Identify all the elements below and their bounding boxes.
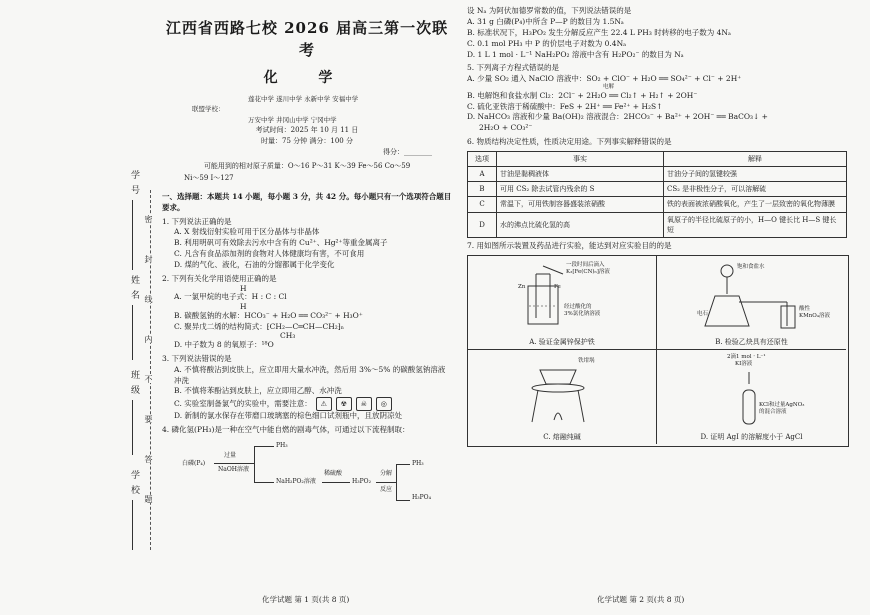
union-line-1: 莲花中学 遂川中学 永新中学 安福中学 (248, 94, 359, 103)
flow-excess-label: 过量 (224, 452, 237, 460)
apparatus-a-fe: Fe (554, 283, 561, 290)
question-2 (162, 274, 452, 351)
q2-c-methyl: CH₃ (280, 331, 296, 341)
toxic-icon: ☠ (356, 397, 372, 411)
flow-arrow-h3po4 (396, 500, 410, 501)
cut-char-7: 答 (144, 455, 153, 463)
q4-option-d[interactable]: D. 1 L 1 mol · L⁻¹ NaH₂PO₂ 溶液中含有 H₂PO₂⁻ 的数目为 Nₐ (467, 49, 684, 59)
apparatus-c[interactable] (468, 350, 657, 444)
ph3-flow-diagram (162, 438, 452, 502)
page-2-column (467, 6, 862, 447)
class-line[interactable] (132, 400, 133, 455)
binding-margin (0, 0, 160, 615)
q3-option-b[interactable]: B. 不慎将苯酚沾到皮肤上，应立即用乙醇、水冲洗 (174, 386, 342, 396)
apparatus-a-caption: A. 验证金属锌保护铁 (529, 337, 595, 346)
q6-row-a-label: A (468, 167, 497, 182)
question-6 (467, 137, 862, 238)
q5-option-c[interactable]: C. 硫化亚铁溶于稀硫酸中：FeS + 2H⁺ ══ Fe²⁺ + H₂S↑ (467, 101, 663, 111)
q3-option-a[interactable]: A. 不慎将酸沾到皮肤上，应立即用大量水冲洗，然后用 3%～5% 的碳酸氢钠溶液冲洗 (174, 364, 446, 385)
ventilation-icon: ◎ (376, 397, 392, 411)
cut-char-3: 线 (144, 295, 153, 303)
flow-arrow-ph3-top (254, 446, 274, 447)
flow-h3po4: H₃PO₄ (412, 494, 431, 502)
page-2-footer: 化学试题 第 2 页(共 8 页) (597, 595, 685, 604)
flow-h3po2: H₃PO₂ (352, 478, 371, 486)
q2-option-c[interactable]: C. 聚异戊二烯的结构简式：⁅CH₂—C═CH—CH₂⁆ₙ (174, 321, 344, 331)
flow-arrow-3 (322, 482, 350, 483)
q3-stem: 3. 下列说法错误的是 (162, 353, 232, 363)
cut-char-8: 题 (144, 495, 153, 503)
atomic-masses (162, 161, 452, 183)
atomic-masses-line-2: Ni～59 I～127 (184, 173, 234, 182)
margin-label-xue2: 学 (129, 470, 139, 481)
q6-row-a-explain: 甘油分子间的氢键较强 (664, 167, 847, 182)
score-field[interactable]: 得分：________ (383, 148, 432, 157)
q6-row-d-fact: 水的沸点比硫化氢的高 (497, 212, 664, 237)
flow-acid-label: 稀硫酸 (324, 470, 343, 478)
flow-branch-up (254, 446, 255, 463)
q5-option-d[interactable]: D. NaHCO₃ 溶液和少量 Ba(OH)₂ 溶液混合：2HCO₃⁻ + Ba²⁺ + 2OH⁻ ══ BaCO₃↓ + (467, 112, 768, 122)
margin-label-xing: 姓 (129, 275, 139, 286)
apparatus-a-label-1: 一段时间后滴入 (566, 261, 605, 268)
apparatus-a[interactable] (468, 256, 657, 350)
apparatus-b-label-3: 酸性 (799, 305, 811, 312)
q6-row-b-label: B (468, 182, 497, 197)
subject-title: 化 学 (263, 69, 351, 86)
flow-arrow-4 (376, 482, 396, 483)
apparatus-d-label-1: 2滴1 mol · L⁻¹ (727, 353, 766, 360)
name-line[interactable] (132, 305, 133, 360)
q6-stem: 6. 物质结构决定性质，性质决定用途。下列事实解释错误的是 (467, 137, 672, 147)
flow-branch-down (254, 463, 255, 482)
q6-row-d-label: D (468, 212, 497, 237)
apparatus-d-caption: D. 证明 AgI 的溶解度小于 AgCl (700, 432, 803, 441)
q4-option-b[interactable]: B. 标准状况下，H₃PO₂ 发生分解反应产生 22.4 L PH₃ 时转移的电子数为 4Nₐ (467, 27, 731, 37)
flow-ph3-end: PH₃ (412, 460, 424, 468)
q4-option-a[interactable]: A. 31 g 白磷(P₄)中所含 P—P 的数目为 1.5Nₐ (467, 16, 624, 26)
exam-date: 考试时间：2025 年 10 月 11 日 (255, 125, 359, 134)
cut-char-1: 密 (144, 215, 153, 223)
apparatus-b-label-1: 饱和食盐水 (737, 263, 765, 270)
hazard-icon: ☢ (336, 397, 352, 411)
question-4 (162, 425, 452, 502)
atomic-masses-line-1: 可能用到的相对原子质量：O～16 P～31 K～39 Fe～56 Co～59 (203, 162, 411, 171)
question-1 (162, 217, 452, 271)
student-id-line[interactable] (132, 200, 133, 270)
warning-icon: ⚠ (316, 397, 332, 411)
apparatus-b-caption: B. 检验乙炔具有还原性 (715, 337, 788, 346)
q1-option-b[interactable]: B. 利用明矾可有效除去污水中含有的 Cu²⁺、Hg²⁺等重金属离子 (174, 238, 388, 248)
question-5 (467, 63, 862, 134)
q2-a-h-bottom: H (240, 302, 247, 312)
q7-stem: 7. 用如图所示装置及药品进行实验，能达到对应实验目的的是 (467, 240, 672, 250)
q1-option-c[interactable]: C. 凡含有食品添加剂的食物对人体健康均有害，不可食用 (174, 249, 365, 259)
q6-row-b-explain: CS₂ 是非极性分子，可以溶解硫 (664, 182, 847, 197)
apparatus-d-label-3: KCl和过量AgNO₃ (759, 401, 805, 408)
union-label: 联盟学校： (192, 105, 225, 114)
q5-stem: 5. 下列离子方程式错误的是 (467, 63, 560, 73)
section-1-heading: 一、选择题：本题共 14 小题，每小题 3 分，共 42 分。每小题只有一个选项符合题目要求。 (162, 191, 452, 212)
apparatus-d-label-4: 的混合溶液 (759, 408, 787, 415)
apparatus-a-label-4: 3%氯化钠溶液 (564, 310, 601, 317)
apparatus-c-caption: C. 熔融纯碱 (543, 432, 581, 441)
margin-label-ban: 班 (129, 370, 139, 381)
cut-char-2: 封 (144, 255, 153, 263)
apparatus-d[interactable] (657, 350, 846, 444)
q6-row-c-explain: 铁的表面被浓硝酸氧化，产生了一层致密的氧化物薄膜 (664, 197, 847, 212)
exam-meta (162, 125, 452, 147)
q5-option-a[interactable]: A. 少量 SO₂ 通入 NaClO 溶液中：SO₂ + ClO⁻ + H₂O ══ SO₄²⁻ + Cl⁻ + 2H⁺ (467, 74, 742, 84)
q2-a-h-top: H (240, 283, 247, 293)
safety-icons (316, 397, 392, 411)
q3-option-c[interactable]: C. 实验室制备氯气的实验中，需要注意： (174, 398, 312, 408)
question-3 (162, 354, 452, 422)
q5-b-condition: 电解 (603, 84, 615, 91)
q2-stem: 2. 下列有关化学用语使用正确的是 (162, 273, 277, 283)
school-line[interactable] (132, 500, 133, 550)
q4-option-c[interactable]: C. 0.1 mol PH₃ 中 P 的价层电子对数为 0.4Nₐ (467, 38, 627, 48)
q6-header-explain: 解释 (664, 152, 847, 167)
q6-header-option: 选项 (468, 152, 497, 167)
q6-row-c-fact: 常温下，可用铁制容器盛装浓硝酸 (497, 197, 664, 212)
apparatus-a-label-2: K₃[Fe(CN)₆]溶液 (566, 268, 610, 275)
flow-arrow-1 (214, 463, 254, 464)
q4-continued: 设 Nₐ 为阿伏加德罗常数的值，下列说法错误的是 (467, 6, 632, 15)
flow-arrow-2 (254, 482, 274, 483)
apparatus-d-label-2: KI溶液 (735, 360, 753, 367)
margin-label-xiao: 校 (129, 485, 139, 496)
apparatus-b-label-2: 电石 (697, 310, 709, 317)
q6-row-a-fact: 甘油是黏稠液体 (497, 167, 664, 182)
margin-label-hao: 号 (129, 185, 139, 196)
q7-apparatus-grid (467, 255, 849, 447)
q6-row-d-explain: 氧原子的半径比硫原子的小，H—O 键长比 H—S 键长短 (664, 212, 847, 237)
q4-stem: 4. 磷化氢(PH₃)是一种在空气中能自燃的剧毒气体，可通过以下流程制取： (162, 425, 410, 435)
margin-label-ji: 级 (129, 385, 139, 396)
union-schools (192, 94, 452, 125)
flow-nah2po2: NaH₂PO₂溶液 (276, 478, 316, 486)
table-row[interactable] (468, 167, 847, 182)
flow-naoh-label: NaOH溶液 (218, 466, 249, 474)
q1-stem: 1. 下列说法正确的是 (162, 216, 232, 226)
apparatus-a-zn: Zn (518, 283, 526, 290)
q2-option-d[interactable]: D. 中子数为 8 的氧原子：¹⁸O (174, 339, 274, 349)
page-1-column (162, 18, 452, 502)
apparatus-a-drawing (468, 256, 657, 336)
q6-header-row (468, 152, 847, 167)
q6-row-b-fact: 可用 CS₂ 除去试管内残余的 S (497, 182, 664, 197)
margin-label-xue: 学 (129, 170, 139, 181)
exam-time: 时量：75 分钟 满分：100 分 (261, 137, 353, 146)
q1-option-a[interactable]: A. X 射线衍射实验可用于区分晶体与非晶体 (174, 227, 320, 237)
margin-label-ming: 名 (129, 290, 139, 301)
flow-white-phosphorus: 白磷(P₄) (182, 460, 206, 468)
union-line-2: 万安中学 井冈山中学 宁冈中学 (248, 115, 337, 124)
flow-decomp-label: 分解 (380, 470, 393, 478)
apparatus-c-label-1: 铁坩埚 (578, 357, 595, 364)
exam-title: 江西省西路七校 2026 届高三第一次联考 (165, 19, 449, 59)
page-1-footer: 化学试题 第 1 页(共 8 页) (262, 595, 350, 604)
cut-char-6: 要 (144, 415, 153, 423)
flow-branch-end (396, 464, 397, 500)
flow-react-label: 反应 (380, 486, 393, 494)
q6-header-fact: 事实 (497, 152, 664, 167)
q2-option-b[interactable]: B. 碳酸氢钠的水解：HCO₃⁻ + H₂O ══ CO₃²⁻ + H₃O⁺ (174, 310, 363, 320)
q6-row-c-label: C (468, 197, 497, 212)
q5-option-d-cont: 2H₂O + CO₃²⁻ (479, 123, 533, 133)
apparatus-b-label-4: KMnO₄溶液 (799, 312, 830, 319)
q5-option-b[interactable]: B. 电解饱和食盐水制 Cl₂：2Cl⁻ + 2H₂O ══ Cl₂↑ + H₂↑ + 2OH⁻ (467, 90, 698, 100)
q1-option-d[interactable]: D. 煤的气化、液化，石油的分馏都属于化学变化 (174, 260, 335, 270)
question-7 (467, 241, 862, 447)
table-row[interactable] (468, 212, 847, 237)
table-row[interactable] (468, 182, 847, 197)
apparatus-a-label-3: 经过酸化的 (564, 303, 592, 310)
q2-option-a[interactable]: A. 一氯甲烷的电子式：H : C : Cl (174, 292, 287, 302)
cut-char-4: 内 (144, 335, 153, 343)
flow-ph3-top: PH₃ (276, 442, 288, 450)
cut-char-5: 不 (144, 375, 153, 383)
apparatus-b[interactable] (657, 256, 846, 350)
apparatus-c-drawing (468, 350, 657, 430)
q6-table (467, 151, 847, 238)
flow-arrow-ph3-end (396, 464, 410, 465)
q3-option-d[interactable]: D. 新制的氯水保存在带磨口玻璃塞的棕色细口试剂瓶中，且放阴凉处 (174, 411, 403, 421)
table-row[interactable] (468, 197, 847, 212)
